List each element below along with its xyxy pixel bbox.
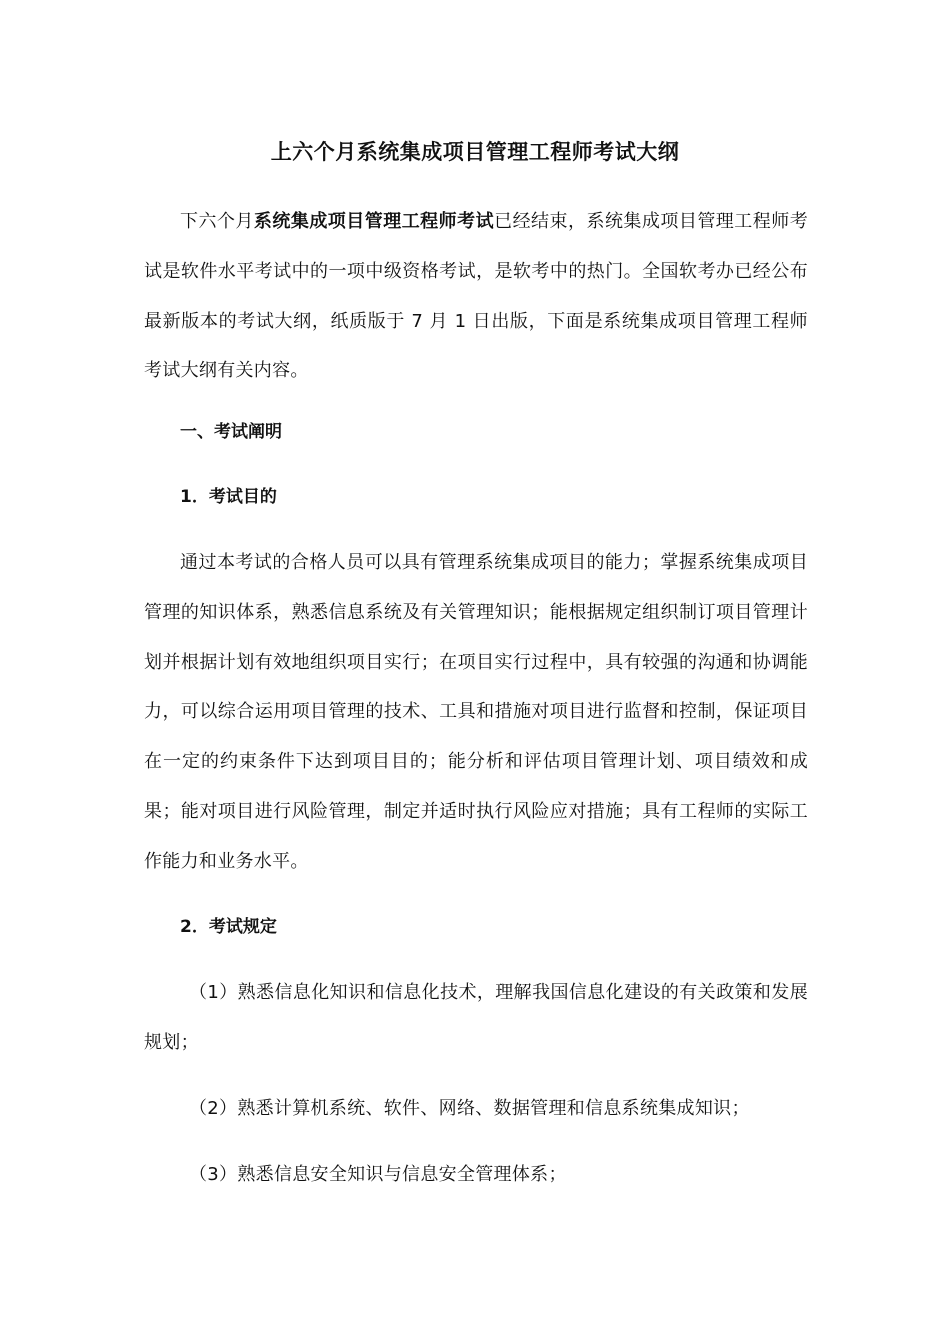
subsection-heading-exam-requirements: 2．考试规定 <box>180 917 277 937</box>
requirement-item-2: （2）熟悉计算机系统、软件、网络、数据管理和信息系统集成知识； <box>189 1098 750 1119</box>
requirement-item-3: （3）熟悉信息安全知识与信息安全管理体系； <box>189 1164 567 1185</box>
intro-bold-link-text: 系统集成项目管理工程师考试 <box>253 211 495 232</box>
intro-paragraph <box>144 197 808 396</box>
document-title: 上六个月系统集成项目管理工程师考试大纲 <box>270 140 680 164</box>
exam-purpose-paragraph: 通过本考试的合格人员可以具有管理系统集成项目的能力；掌握系统集成项目管理的知识体系，熟悉信息系统及有关管理知识；能根据规定组织制订项目管理计划并根据计划有效地组织项目实行；在项目实行过程中，具有较强的沟通和协调能力，可以综合运用项目管理的技术、工具和措施对项目进行监督和控制，保证项目在一定的约束条件下达到项目目的；能分析和评估项目管理计划、项目绩效和成果；能对项目进行风险管理，制定并适时执行风险应对措施；具有工程师的实际工作能力和业务水平。 <box>144 552 808 872</box>
intro-prefix: 下六个月 <box>180 211 254 232</box>
section-heading-exam-description: 一、考试阐明 <box>180 422 282 442</box>
subsection-heading-exam-purpose: 1．考试目的 <box>180 487 277 507</box>
requirement-item-1: （1）熟悉信息化知识和信息化技术，理解我国信息化建设的有关政策和发展规划； <box>144 982 808 1053</box>
intro-suffix: 已经结束，系统集成项目管理工程师考试是软件水平考试中的一项中级资格考试，是软考中的热门。全国软考办已经公布最新版本的考试大纲，纸质版于 7 月 1 日出版，下面是系统集成项目管理工程师考试大纲有关内容。 <box>144 211 808 382</box>
